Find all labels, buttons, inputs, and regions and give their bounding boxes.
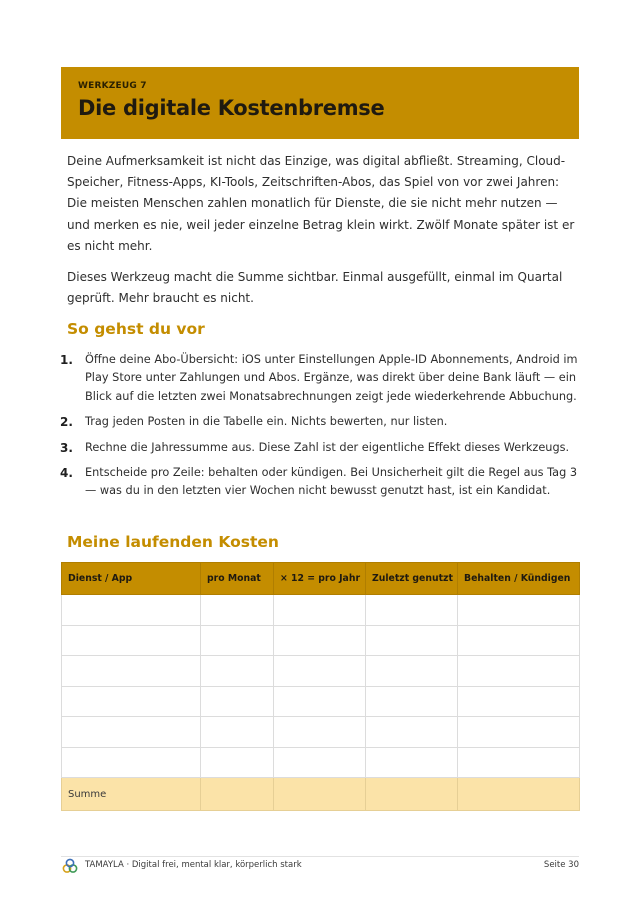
table-header-row [62,563,580,595]
table-cell[interactable] [62,595,201,626]
table-cell[interactable] [274,747,366,778]
table-cell[interactable] [62,625,201,656]
step-text: Entscheide pro Zeile: behalten oder kündigen. Bei Unsicherheit gilt die Regel aus Tag 3 — was du in den letzten vier Wochen nicht bewusst genutzt hast, ist ein Kandidat. [85,466,578,498]
table-cell[interactable] [458,747,580,778]
column-header-service: Dienst / App [62,563,201,595]
table-row [62,686,580,717]
step-text: Rechne die Jahressumme aus. Diese Zahl ist der eigentliche Effekt dieses Werkzeugs. [85,440,570,454]
intro-paragraph-1: Deine Aufmerksamkeit ist nicht das Einzige, was digital abfließt. Streaming, Cloud-Speicher, Fitness-Apps, KI-Tools, Zeitschriften-Abos, das Spiel von vor zwei Jahren: Die meisten Menschen zahlen monatlich für Dienste, die sie nicht mehr nutzen — und merken es nie, weil jeder einzelne Betrag klein wirkt. Zwölf Monate später ist er es nicht mehr. [67,154,575,253]
steps-heading: So gehst du vor [67,320,205,338]
table-cell[interactable] [458,656,580,687]
tamayla-logo-icon [61,857,79,875]
table-cell[interactable] [201,595,274,626]
step-number: 4. [60,466,73,481]
step-number: 2. [60,415,73,430]
costs-table [61,562,580,811]
column-header-decision: Behalten / Kündigen [458,563,580,595]
table-cell[interactable] [62,686,201,717]
table-cell[interactable] [274,625,366,656]
table-cell[interactable] [62,717,201,748]
column-header-yearly: × 12 = pro Jahr [274,563,366,595]
table-cell[interactable] [201,717,274,748]
step-item [60,464,580,501]
table-cell[interactable] [366,656,458,687]
table-cell[interactable] [201,686,274,717]
sum-cell-monthly[interactable] [201,778,274,811]
step-item [60,439,580,457]
table-cell[interactable] [458,625,580,656]
sum-row [62,778,580,811]
intro-paragraph-2: Dieses Werkzeug macht die Summe sichtbar. Einmal ausgefüllt, einmal im Quartal geprüft. Mehr braucht es nicht. [67,270,563,306]
footer-divider [61,856,579,857]
page-number: Seite 30 [543,860,579,870]
page-title: Die digitale Kostenbremse [78,96,385,120]
tool-kicker: WERKZEUG 7 [78,81,147,91]
step-text: Trag jeden Posten in die Tabelle ein. Nichts bewerten, nur listen. [85,415,448,429]
table-row [62,625,580,656]
table-row [62,747,580,778]
table-cell[interactable] [62,656,201,687]
table-cell[interactable] [274,595,366,626]
step-item [60,351,580,406]
table-cell[interactable] [458,595,580,626]
step-text: Öffne deine Abo-Übersicht: iOS unter Einstellungen Apple-ID Abonnements, Android im Play Store unter Zahlungen und Abos. Ergänze, was direkt über deine Bank läuft — ein Blick auf die letzten zwei Monatsabrechnungen zeigt jede wiederkehrende Abbuchung. [85,353,578,403]
table-cell[interactable] [366,717,458,748]
table-cell[interactable] [274,717,366,748]
table-cell[interactable] [366,625,458,656]
table-cell[interactable] [62,747,201,778]
table-cell[interactable] [458,717,580,748]
column-header-monthly: pro Monat [201,563,274,595]
sum-cell-yearly[interactable] [274,778,366,811]
table-cell[interactable] [366,747,458,778]
steps-list [60,351,580,508]
column-header-last-used: Zuletzt genutzt [366,563,458,595]
table-row [62,717,580,748]
table-cell[interactable] [201,656,274,687]
step-item [60,413,580,431]
sum-label: Summe [62,778,201,811]
table-cell[interactable] [274,686,366,717]
sum-cell-last-used[interactable] [366,778,458,811]
table-cell[interactable] [274,656,366,687]
costs-heading: Meine laufenden Kosten [67,533,279,551]
table-cell[interactable] [201,747,274,778]
footer-brand: TAMAYLA · Digital frei, mental klar, körperlich stark [85,860,302,870]
table-cell[interactable] [366,686,458,717]
table-row [62,595,580,626]
table-cell[interactable] [458,686,580,717]
table-cell[interactable] [201,625,274,656]
step-number: 1. [60,353,73,367]
table-row [62,656,580,687]
table-cell[interactable] [366,595,458,626]
step-number: 3. [60,440,73,455]
tool-header [61,67,579,139]
sum-cell-decision[interactable] [458,778,580,811]
